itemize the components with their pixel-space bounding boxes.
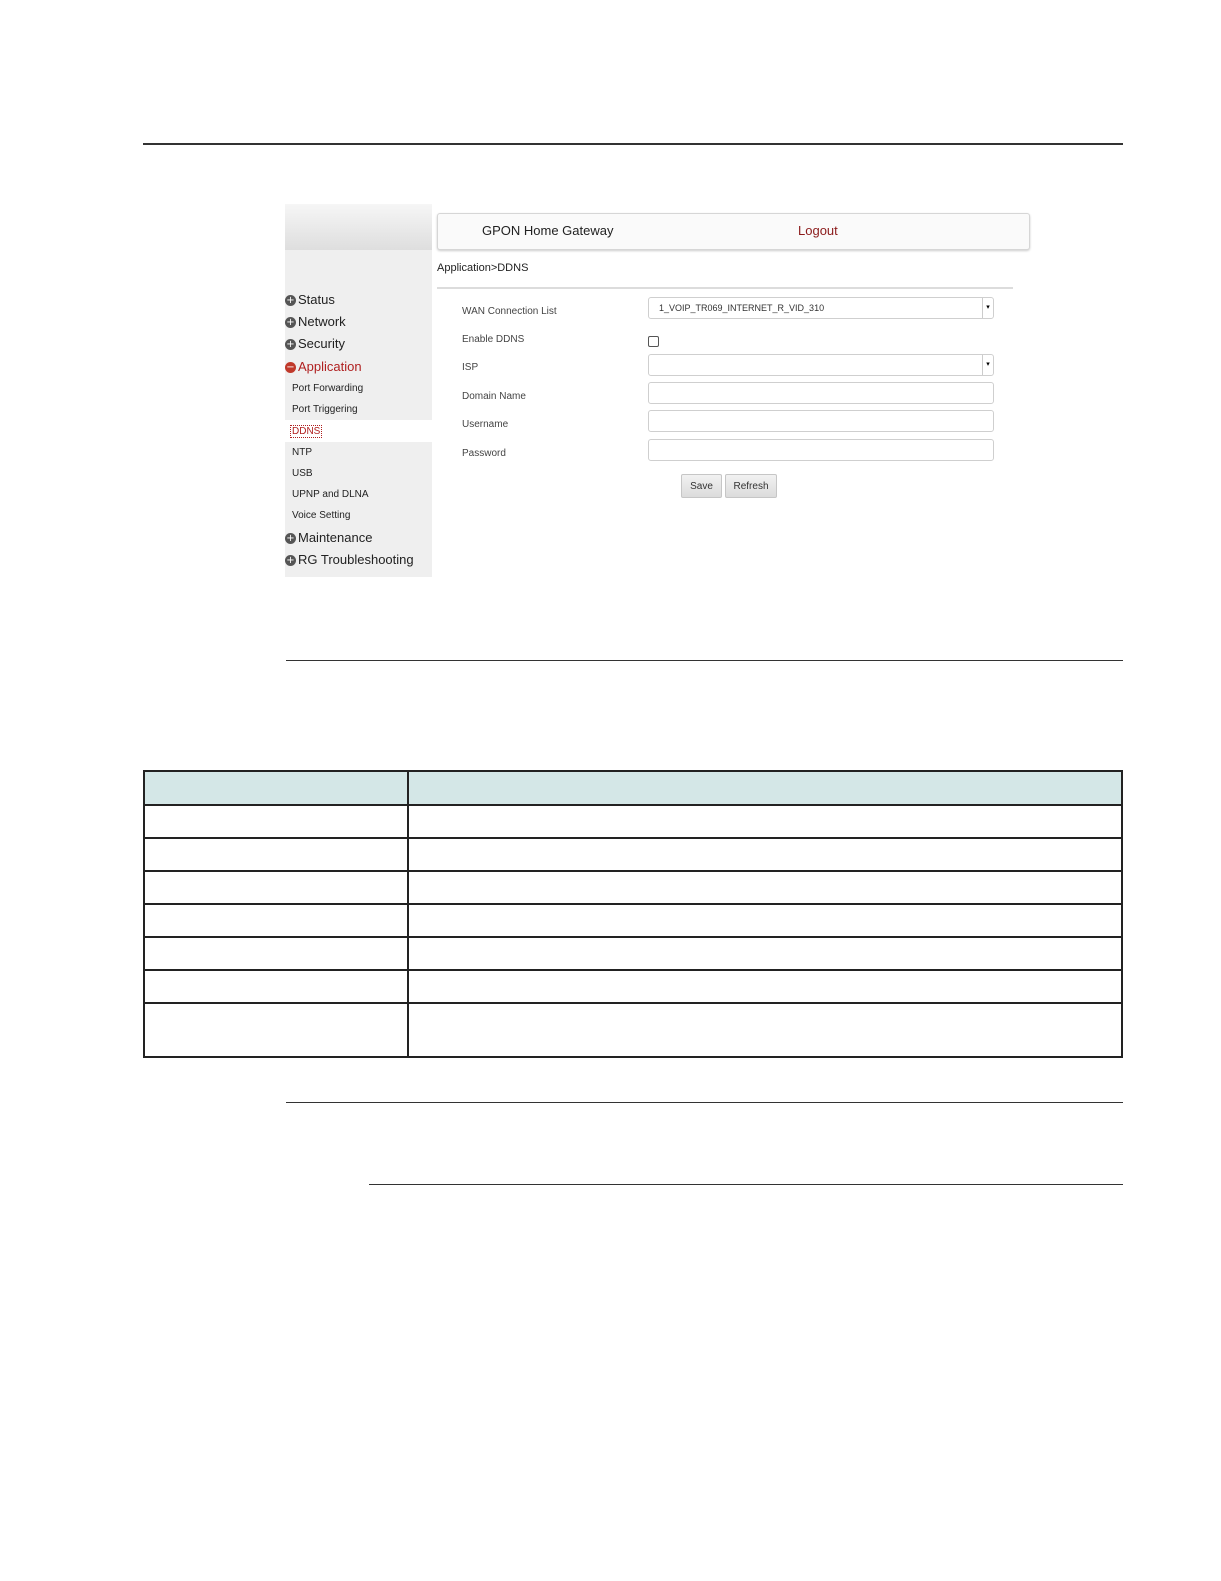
isp-label: ISP [462, 362, 479, 373]
domain-name-input[interactable] [648, 382, 994, 404]
password-input[interactable] [648, 439, 994, 461]
parameter-table [143, 770, 1123, 1058]
table-cell [408, 904, 1122, 937]
isp-select[interactable] [648, 354, 994, 376]
table-cell [408, 871, 1122, 904]
caret-down-icon: ▾ [982, 298, 993, 318]
table-cell [408, 970, 1122, 1003]
table-row [144, 838, 1122, 871]
table-cell [144, 805, 408, 838]
section-rule [286, 1102, 1123, 1103]
nav-ddns[interactable]: DDNS [292, 426, 321, 437]
plus-circle-icon: + [286, 295, 295, 306]
caret-down-icon: ▾ [982, 355, 993, 375]
brand-title: GPON Home Gateway [482, 223, 614, 238]
nav-usb[interactable]: USB [292, 468, 313, 479]
nav-maintenance[interactable]: + Maintenance [286, 530, 373, 545]
table-row [144, 937, 1122, 970]
nav-ntp[interactable]: NTP [292, 447, 312, 458]
table-row [144, 871, 1122, 904]
sidebar-header [285, 204, 432, 250]
table-cell [144, 904, 408, 937]
nav-voice-setting[interactable]: Voice Setting [292, 510, 351, 521]
logout-link[interactable]: Logout [798, 223, 838, 238]
wan-connection-value: 1_VOIP_TR069_INTERNET_R_VID_310 [659, 303, 825, 313]
plus-circle-icon: + [286, 555, 295, 566]
table-cell [144, 970, 408, 1003]
table-cell [408, 838, 1122, 871]
table-header-row [144, 771, 1122, 805]
table-cell [408, 805, 1122, 838]
table-cell [144, 937, 408, 970]
plus-circle-icon: + [286, 533, 295, 544]
nav-security[interactable]: + Security [286, 336, 345, 351]
table-cell [408, 937, 1122, 970]
table-cell [144, 838, 408, 871]
nav-port-forwarding[interactable]: Port Forwarding [292, 383, 364, 394]
breadcrumb: Application>DDNS [437, 262, 529, 274]
username-label: Username [462, 419, 509, 430]
refresh-button[interactable]: Refresh [725, 474, 777, 498]
nav-status[interactable]: + Status [286, 292, 335, 307]
table-row [144, 970, 1122, 1003]
table-cell [144, 871, 408, 904]
breadcrumb-divider [437, 287, 1013, 289]
enable-ddns-label: Enable DDNS [462, 334, 525, 345]
top-rule [143, 143, 1123, 145]
ddns-screenshot [285, 204, 1033, 577]
table-row [144, 904, 1122, 937]
section-rule [369, 1184, 1123, 1185]
nav-upnp-dlna[interactable]: UPNP and DLNA [292, 489, 369, 500]
nav-application[interactable]: − Application [286, 359, 362, 374]
plus-circle-icon: + [286, 339, 295, 350]
plus-circle-icon: + [286, 317, 295, 328]
nav-network[interactable]: + Network [286, 314, 346, 329]
domain-name-label: Domain Name [462, 391, 526, 402]
wan-connection-label: WAN Connection List [462, 306, 557, 317]
table-header-cell [408, 771, 1122, 805]
top-header-bar [437, 213, 1030, 250]
save-button[interactable]: Save [681, 474, 722, 498]
table-cell [408, 1003, 1122, 1057]
table-header-cell [144, 771, 408, 805]
nav-rg-troubleshooting[interactable]: + RG Troubleshooting [286, 552, 414, 567]
username-input[interactable] [648, 410, 994, 432]
wan-connection-select[interactable] [648, 297, 994, 319]
enable-ddns-checkbox[interactable] [648, 336, 659, 347]
table-cell [144, 1003, 408, 1057]
minus-circle-icon: − [286, 362, 295, 373]
password-label: Password [462, 448, 506, 459]
nav-port-triggering[interactable]: Port Triggering [292, 404, 358, 415]
table-row [144, 805, 1122, 838]
section-rule [286, 660, 1123, 661]
table-row [144, 1003, 1122, 1057]
